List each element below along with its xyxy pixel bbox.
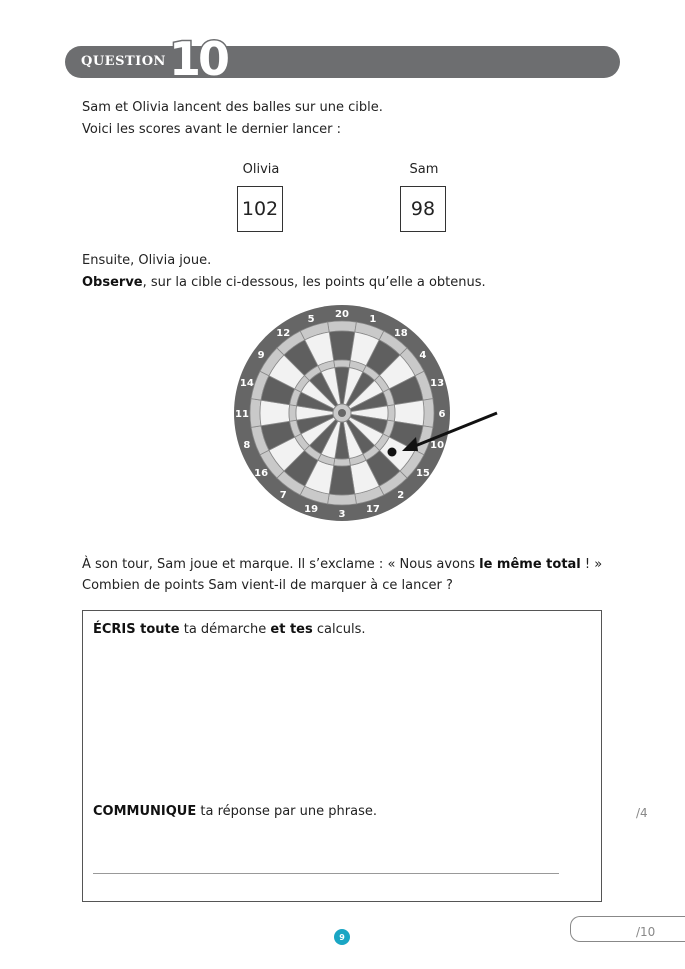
question-line: Combien de points Sam vient-il de marquer à ce lancer ? xyxy=(82,578,453,593)
communique-instruction xyxy=(93,803,377,821)
ecris-bold-2: et tes xyxy=(270,622,313,637)
board-number-20: 20 xyxy=(335,309,349,320)
board-segment xyxy=(423,399,434,428)
board-number-19: 19 xyxy=(304,504,319,516)
intro-line-1: Sam et Olivia lancent des balles sur une cible. xyxy=(82,100,383,115)
dartboard xyxy=(232,305,502,530)
sam-exclaims-line xyxy=(82,556,602,574)
board-number-14: 14 xyxy=(239,378,254,390)
question-number: 10 xyxy=(169,32,228,86)
ecris-bold: ÉCRIS toute xyxy=(93,622,180,637)
board-segment xyxy=(328,321,357,332)
board-number-11: 11 xyxy=(235,409,249,420)
olivia-plays-line: Ensuite, Olivia joue. xyxy=(82,253,212,268)
answer-line[interactable] xyxy=(93,873,559,874)
board-number-5: 5 xyxy=(307,313,315,325)
board-number-8: 8 xyxy=(243,439,251,451)
board-segment xyxy=(387,405,395,422)
board-number-16: 16 xyxy=(254,467,269,479)
ecris-instruction xyxy=(93,621,365,639)
answer-box[interactable] xyxy=(82,610,602,902)
player-name-olivia: Olivia xyxy=(242,162,280,177)
intro-line-2: Voici les scores avant le dernier lancer : xyxy=(82,122,342,137)
score-box-sam: 98 xyxy=(400,186,446,232)
question-banner xyxy=(65,32,620,86)
total-score: /10 xyxy=(636,925,656,939)
board-number-13: 13 xyxy=(430,378,445,390)
observe-line xyxy=(82,274,486,292)
communique-bold: COMMUNIQUE xyxy=(93,804,197,819)
bullseye xyxy=(338,409,346,417)
board-number-9: 9 xyxy=(257,350,265,362)
total-score-tab xyxy=(570,916,685,942)
board-number-6: 6 xyxy=(438,409,446,420)
board-segment xyxy=(328,494,357,505)
ecris-mid: ta démarche xyxy=(179,622,271,637)
observe-bold: Observe xyxy=(82,275,143,290)
dartboard-segments xyxy=(234,305,450,521)
board-number-1: 1 xyxy=(369,313,377,325)
board-number-12: 12 xyxy=(276,328,291,340)
board-segment xyxy=(334,458,351,466)
page-number: 9 xyxy=(334,929,350,945)
score-box-olivia: 102 xyxy=(237,186,283,232)
board-number-17: 17 xyxy=(365,504,380,516)
board-number-10: 10 xyxy=(430,439,445,451)
board-segment xyxy=(334,360,351,368)
board-number-3: 3 xyxy=(338,509,346,520)
observe-rest: , sur la cible ci-dessous, les points qu’elle a obtenus. xyxy=(142,275,486,290)
dart-hit-mark xyxy=(388,448,397,457)
board-number-2: 2 xyxy=(397,489,405,501)
board-number-4: 4 xyxy=(419,350,427,362)
board-segment xyxy=(289,405,297,422)
ecris-end: calculs. xyxy=(312,622,366,637)
sam-exclaims-part1: À son tour, Sam joue et marque. Il s’exclame : « Nous avons xyxy=(82,557,480,572)
player-name-sam: Sam xyxy=(409,162,439,177)
question-label: QUESTION xyxy=(81,54,166,69)
board-number-7: 7 xyxy=(279,489,287,501)
same-total-bold: le même total xyxy=(479,557,581,572)
board-number-18: 18 xyxy=(393,328,408,340)
sam-exclaims-part2: ! » xyxy=(580,557,603,572)
item-score: /4 xyxy=(636,806,648,820)
communique-rest: ta réponse par une phrase. xyxy=(196,804,377,819)
board-number-15: 15 xyxy=(415,467,430,479)
board-segment xyxy=(250,399,261,428)
